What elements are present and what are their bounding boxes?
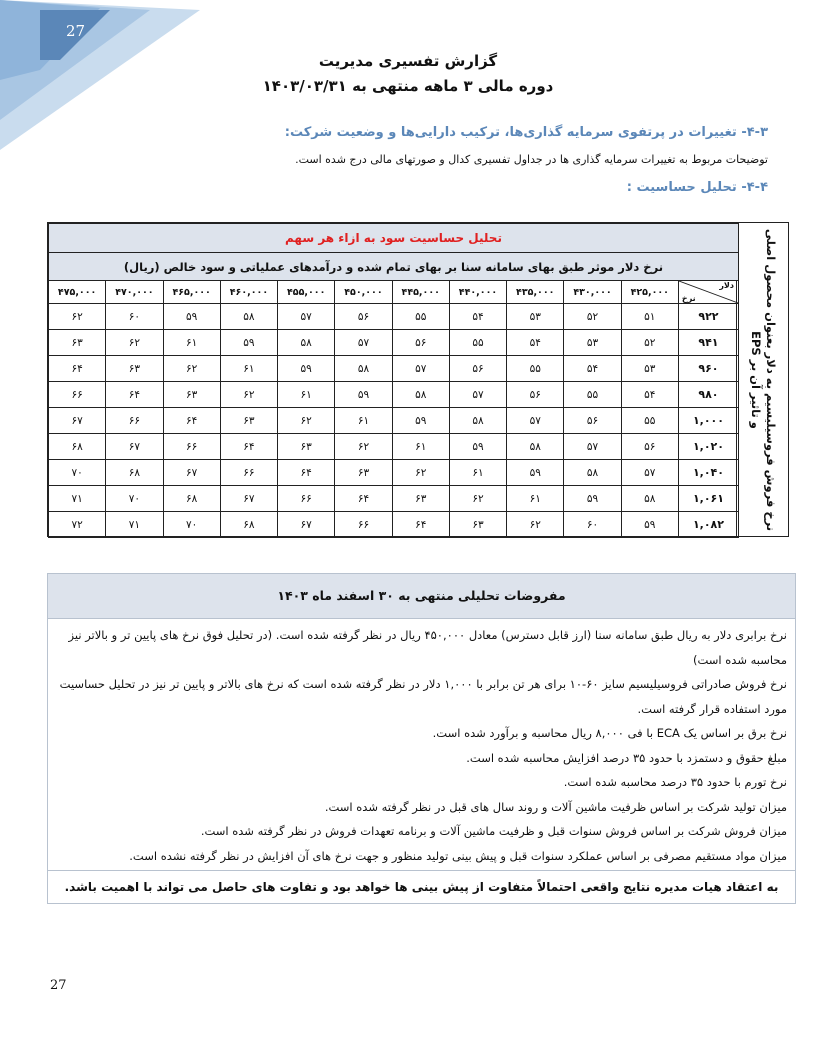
row-rate-header: ۹۶۰: [678, 356, 738, 382]
row-rate-header: ۱,۰۰۰: [678, 408, 738, 434]
eps-cell: ۵۸: [564, 460, 621, 486]
eps-cell: ۶۷: [163, 460, 220, 486]
table-row: [49, 356, 739, 382]
eps-cell: ۵۶: [335, 304, 392, 330]
eps-cell: ۶۶: [220, 460, 277, 486]
eps-cell: ۶۰: [106, 304, 163, 330]
assumption-item: نرخ برق بر اساس یک ECA با فی ۸,۰۰۰ ریال محاسبه و برآورد شده است.: [432, 726, 787, 740]
eps-cell: ۵۳: [621, 356, 678, 382]
assumption-item: نرخ فروش صادراتی فروسیلیسیم سایز ۶۰-۱۰ برای هر تن برابر با ۱,۰۰۰ دلار در نظر گرفته شده است که نرخ های بالاتر و پایین تر نیز در تحلیل حساسیت مورد استفاده قرار گرفته است.: [59, 677, 787, 716]
assumptions-footer: به اعتقاد هیات مدیره نتایج واقعی احتمالاً متفاوت از پیش بینی ها خواهد بود و تفاوت های حاصل می تواند با اهمیت باشد.: [48, 870, 795, 903]
eps-cell: ۵۷: [278, 304, 335, 330]
row-rate-header: ۹۸۰: [678, 382, 738, 408]
eps-cell: ۷۰: [106, 486, 163, 512]
assumption-item: میزان مواد مستقیم مصرفی بر اساس عملکرد سنوات قبل و پیش بینی تولید منظور و جهت نرخ های آن افزایش در نظر گرفته نشده است.: [129, 848, 787, 863]
eps-cell: ۵۶: [392, 330, 449, 356]
report-title: گزارش تفسیری مدیریت: [318, 52, 498, 70]
sensitivity-table: [48, 223, 739, 538]
eps-cell: ۶۴: [220, 434, 277, 460]
eps-cell: ۶۸: [163, 486, 220, 512]
assumption-item: مبلغ حقوق و دستمزد با حدود ۳۵ درصد افزایش محاسبه شده است.: [466, 750, 787, 765]
eps-cell: ۵۹: [163, 304, 220, 330]
eps-cell: ۶۲: [449, 486, 506, 512]
table-row: [49, 512, 739, 538]
eps-cell: ۵۱: [621, 304, 678, 330]
corner-dollar-label: دلار: [719, 281, 734, 290]
eps-cell: ۶۷: [278, 512, 335, 538]
eps-cell: ۷۱: [106, 512, 163, 538]
eps-cell: ۶۲: [106, 330, 163, 356]
eps-cell: ۵۶: [507, 382, 564, 408]
corner-rate-label: نرخ: [681, 294, 696, 303]
column-header: ۴۲۵,۰۰۰: [621, 281, 678, 304]
eps-cell: ۵۴: [564, 356, 621, 382]
eps-cell: ۵۸: [335, 356, 392, 382]
column-header: ۴۷۵,۰۰۰: [49, 281, 106, 304]
eps-cell: ۶۸: [49, 434, 106, 460]
eps-cell: ۶۷: [220, 486, 277, 512]
eps-cell: ۶۱: [278, 382, 335, 408]
eps-cell: ۶۷: [106, 434, 163, 460]
eps-cell: ۶۳: [335, 460, 392, 486]
eps-cell: ۶۳: [278, 434, 335, 460]
eps-cell: ۷۲: [49, 512, 106, 538]
assumptions-heading: مفروضات تحلیلی منتهی به ۳۰ اسفند ماه ۱۴۰۳: [48, 574, 795, 619]
eps-cell: ۵۵: [564, 382, 621, 408]
column-header: ۴۳۵,۰۰۰: [507, 281, 564, 304]
eps-cell: ۶۶: [49, 382, 106, 408]
eps-cell: ۶۶: [163, 434, 220, 460]
eps-cell: ۷۰: [49, 460, 106, 486]
column-header: ۴۶۵,۰۰۰: [163, 281, 220, 304]
column-header: ۴۶۰,۰۰۰: [220, 281, 277, 304]
sensitivity-title: تحلیل حساسیت سود به ازاء هر سهم: [49, 224, 739, 253]
row-rate-header: ۹۲۲: [678, 304, 738, 330]
section-4-4-heading: ۴-۴- تحلیل حساسیت :: [626, 180, 768, 195]
eps-cell: ۵۷: [392, 356, 449, 382]
assumptions-list: [48, 619, 795, 870]
report-period: دوره مالی ۳ ماهه منتهی به ۱۴۰۳/۰۳/۳۱: [262, 77, 554, 95]
row-rate-header: ۹۴۱: [678, 330, 738, 356]
eps-cell: ۵۹: [278, 356, 335, 382]
column-header: ۴۳۰,۰۰۰: [564, 281, 621, 304]
eps-cell: ۵۹: [621, 512, 678, 538]
column-header: ۴۷۰,۰۰۰: [106, 281, 163, 304]
row-rate-header: ۱,۰۶۱: [678, 486, 738, 512]
eps-cell: ۶۲: [220, 382, 277, 408]
eps-cell: ۵۵: [621, 408, 678, 434]
eps-cell: ۶۱: [449, 460, 506, 486]
eps-cell: ۵۷: [507, 408, 564, 434]
eps-cell: ۶۱: [335, 408, 392, 434]
eps-cell: ۵۹: [449, 434, 506, 460]
eps-cell: ۶۲: [507, 512, 564, 538]
eps-cell: ۶۴: [278, 460, 335, 486]
eps-cell: ۶۴: [392, 512, 449, 538]
table-row: [49, 434, 739, 460]
column-header: ۴۴۵,۰۰۰: [392, 281, 449, 304]
table-row: [49, 460, 739, 486]
eps-cell: ۶۰: [564, 512, 621, 538]
eps-cell: ۵۵: [507, 356, 564, 382]
eps-cell: ۵۴: [507, 330, 564, 356]
sensitivity-subheader: نرخ دلار موثر طبق بهای سامانه سنا بر بهای تمام شده و درآمدهای عملیاتی و سود خالص (ریال): [49, 253, 739, 281]
eps-cell: ۵۵: [449, 330, 506, 356]
eps-cell: ۵۷: [449, 382, 506, 408]
assumption-item: نرخ برابری دلار به ریال طبق سامانه سنا (ارز قابل دسترس) معادل ۴۵۰,۰۰۰ ریال در نظر گرفته شده است. (در تحلیل فوق نرخ های پایین تر و بالاتر نیز محاسبه شده است): [68, 628, 787, 667]
eps-cell: ۶۳: [106, 356, 163, 382]
eps-cell: ۵۳: [564, 330, 621, 356]
eps-cell: ۶۸: [220, 512, 277, 538]
eps-cell: ۵۶: [621, 434, 678, 460]
eps-cell: ۷۰: [163, 512, 220, 538]
eps-cell: ۶۳: [449, 512, 506, 538]
side-label: نرخ فروش فروسیلیسیم به دلار بعنوان محصول اصلی و تاثیر آن بر EPS: [748, 228, 778, 531]
table-subheader-row: [49, 253, 739, 281]
table-row: [49, 486, 739, 512]
eps-cell: ۵۵: [392, 304, 449, 330]
corner-page-number: 27: [66, 22, 86, 40]
eps-cell: ۵۹: [335, 382, 392, 408]
eps-cell: ۶۱: [220, 356, 277, 382]
eps-cell: ۵۷: [335, 330, 392, 356]
eps-cell: ۵۹: [507, 460, 564, 486]
eps-cell: ۶۲: [49, 304, 106, 330]
eps-cell: ۵۸: [278, 330, 335, 356]
column-header: ۴۵۰,۰۰۰: [335, 281, 392, 304]
eps-cell: ۵۸: [507, 434, 564, 460]
side-label-cell: [736, 223, 788, 536]
table-row: [49, 330, 739, 356]
assumptions-box: [47, 573, 796, 904]
eps-cell: ۵۸: [220, 304, 277, 330]
eps-cell: ۶۶: [278, 486, 335, 512]
eps-cell: ۶۲: [163, 356, 220, 382]
eps-cell: ۵۹: [564, 486, 621, 512]
eps-cell: ۵۲: [621, 330, 678, 356]
table-row: [49, 304, 739, 330]
eps-cell: ۶۴: [335, 486, 392, 512]
row-rate-header: ۱,۰۲۰: [678, 434, 738, 460]
eps-cell: ۶۲: [392, 460, 449, 486]
eps-cell: ۵۹: [220, 330, 277, 356]
eps-cell: ۵۲: [564, 304, 621, 330]
table-row: [49, 408, 739, 434]
eps-cell: ۶۳: [220, 408, 277, 434]
eps-cell: ۷۱: [49, 486, 106, 512]
page-number: 27: [50, 978, 67, 993]
column-header: ۴۴۰,۰۰۰: [449, 281, 506, 304]
eps-cell: ۶۳: [163, 382, 220, 408]
eps-cell: ۵۶: [449, 356, 506, 382]
eps-cell: ۵۴: [449, 304, 506, 330]
assumption-item: میزان تولید شرکت بر اساس ظرفیت ماشین آلات و روند سال های قبل در نظر گرفته شده است.: [324, 799, 787, 814]
eps-cell: ۵۶: [564, 408, 621, 434]
section-4-3-note: توضیحات مربوط به تغییرات سرمایه گذاری ها در جداول تفسیری کدال و صورتهای مالی درج شده است.: [295, 153, 768, 166]
eps-cell: ۶۶: [106, 408, 163, 434]
eps-cell: ۶۱: [507, 486, 564, 512]
row-rate-header: ۱,۰۸۲: [678, 512, 738, 538]
eps-cell: ۶۸: [106, 460, 163, 486]
eps-cell: ۵۸: [392, 382, 449, 408]
eps-cell: ۵۸: [449, 408, 506, 434]
eps-cell: ۵۹: [392, 408, 449, 434]
column-header: ۴۵۵,۰۰۰: [278, 281, 335, 304]
assumption-item: میزان فروش شرکت بر اساس فروش سنوات قبل و ظرفیت ماشین آلات و برنامه تعهدات فروش در نظر گرفته شده است.: [200, 824, 787, 838]
table-title-row: [49, 224, 739, 253]
sensitivity-table-container: [47, 222, 789, 537]
eps-cell: ۶۱: [392, 434, 449, 460]
eps-cell: ۶۷: [49, 408, 106, 434]
eps-cell: ۶۱: [163, 330, 220, 356]
eps-cell: ۵۷: [621, 460, 678, 486]
eps-cell: ۶۲: [335, 434, 392, 460]
corner-header-cell: [678, 281, 738, 304]
eps-cell: ۶۳: [392, 486, 449, 512]
table-row: [49, 382, 739, 408]
eps-cell: ۵۷: [564, 434, 621, 460]
row-rate-header: ۱,۰۴۰: [678, 460, 738, 486]
eps-cell: ۶۳: [49, 330, 106, 356]
eps-cell: ۵۴: [621, 382, 678, 408]
section-4-3-heading: ۴-۳- تغییرات در پرتفوی سرمایه گذاری‌ها، ترکیب دارایی‌ها و وضعیت شرکت:: [284, 125, 768, 140]
eps-cell: ۵۸: [621, 486, 678, 512]
eps-cell: ۶۴: [163, 408, 220, 434]
eps-cell: ۶۴: [106, 382, 163, 408]
eps-cell: ۶۶: [335, 512, 392, 538]
column-header-row: [49, 281, 739, 304]
assumption-item: نرخ تورم با حدود ۳۵ درصد محاسبه شده است.: [563, 775, 787, 789]
eps-cell: ۵۳: [507, 304, 564, 330]
eps-cell: ۶۴: [49, 356, 106, 382]
eps-cell: ۶۲: [278, 408, 335, 434]
